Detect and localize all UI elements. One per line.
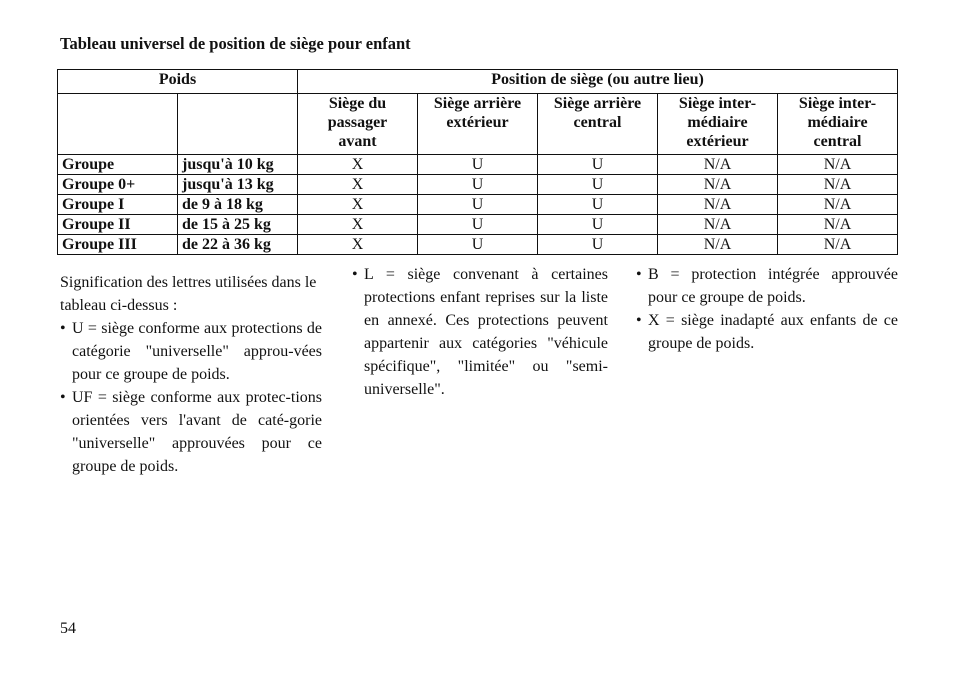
header-line: Siège arrière — [553, 95, 642, 112]
header-seat-col-3 — [538, 94, 658, 155]
value-cell: U — [538, 195, 658, 215]
bullet-text: UF = siège conforme aux protec-tions orientées vers l'avant de caté-gorie "universelle" approuvées pour ce groupe de poids. — [72, 389, 322, 475]
header-line: extérieur — [686, 133, 749, 150]
bullet-text: B = protection intégrée approuvée pour ce groupe de poids. — [648, 266, 898, 306]
value-cell: N/A — [658, 235, 778, 255]
table-subheader-row — [58, 94, 898, 155]
value-cell: N/A — [778, 195, 898, 215]
value-cell: U — [418, 155, 538, 175]
legend-bullet — [60, 386, 322, 478]
legend-bullet — [60, 317, 322, 386]
header-line: avant — [338, 133, 377, 150]
seat-position-table — [57, 69, 898, 255]
value-cell: U — [418, 175, 538, 195]
header-line: Siège inter- — [798, 95, 877, 112]
value-cell: U — [538, 175, 658, 195]
value-cell: N/A — [658, 195, 778, 215]
value-cell: N/A — [658, 175, 778, 195]
value-cell: X — [298, 155, 418, 175]
group-cell: Groupe — [58, 155, 178, 175]
bullet-text: L = siège convenant à certaines protections enfant reprises sur la liste en annexé. Ces protections peuvent appartenir aux catégories "véhicule spécifique", "limitée" ou "semi-universelle". — [364, 266, 608, 398]
value-cell: U — [538, 235, 658, 255]
value-cell: U — [418, 235, 538, 255]
value-cell: X — [298, 195, 418, 215]
group-cell: Groupe I — [58, 195, 178, 215]
weight-cell: jusqu'à 10 kg — [178, 155, 298, 175]
header-seat-position: Position de siège (ou autre lieu) — [298, 70, 898, 94]
header-weight: Poids — [58, 70, 298, 94]
legend-bullet — [636, 309, 898, 355]
page-title: Tableau universel de position de siège pour enfant — [60, 34, 411, 53]
header-line: médiaire — [807, 114, 868, 131]
value-cell: X — [298, 215, 418, 235]
bullet-text: U = siège conforme aux protections de catégorie "universelle" approu-vées pour ce groupe de poids. — [72, 320, 322, 383]
legend-column-1 — [60, 271, 322, 478]
header-line: Siège arrière — [433, 95, 522, 112]
group-cell: Groupe III — [58, 235, 178, 255]
weight-cell: de 15 à 25 kg — [178, 215, 298, 235]
value-cell: N/A — [658, 215, 778, 235]
bullet-marker: • — [352, 266, 358, 283]
header-line: passager — [327, 114, 388, 131]
table-row — [58, 175, 898, 195]
value-cell: N/A — [778, 175, 898, 195]
table-row — [58, 195, 898, 215]
value-cell: N/A — [778, 235, 898, 255]
bullet-text: X = siège inadapté aux enfants de ce groupe de poids. — [648, 312, 898, 352]
header-line: médiaire — [687, 114, 748, 131]
header-line: central — [813, 133, 862, 150]
value-cell: U — [418, 215, 538, 235]
table-row — [58, 235, 898, 255]
value-cell: N/A — [658, 155, 778, 175]
table-row — [58, 215, 898, 235]
header-line: central — [573, 114, 622, 131]
value-cell: N/A — [778, 155, 898, 175]
value-cell: U — [538, 215, 658, 235]
header-seat-col-2 — [418, 94, 538, 155]
value-cell: U — [418, 195, 538, 215]
table-row — [58, 155, 898, 175]
value-cell: U — [538, 155, 658, 175]
value-cell: X — [298, 175, 418, 195]
value-cell: N/A — [778, 215, 898, 235]
header-line: Siège du — [328, 95, 387, 112]
header-line: extérieur — [446, 114, 509, 131]
weight-cell: de 22 à 36 kg — [178, 235, 298, 255]
bullet-marker: • — [60, 389, 66, 406]
header-empty-1 — [58, 94, 178, 155]
group-cell: Groupe 0+ — [58, 175, 178, 195]
legend-intro: Signification des lettres utilisées dans le tableau ci-dessus : — [60, 274, 317, 314]
header-seat-col-1 — [298, 94, 418, 155]
header-seat-col-5 — [778, 94, 898, 155]
bullet-marker: • — [60, 320, 66, 337]
page-number: 54 — [60, 620, 76, 637]
legend-column-2 — [352, 266, 608, 401]
value-cell: X — [298, 235, 418, 255]
group-cell: Groupe II — [58, 215, 178, 235]
header-line: Siège inter- — [678, 95, 757, 112]
weight-cell: jusqu'à 13 kg — [178, 175, 298, 195]
header-empty-2 — [178, 94, 298, 155]
weight-cell: de 9 à 18 kg — [178, 195, 298, 215]
legend-bullet — [352, 263, 608, 401]
bullet-marker: • — [636, 266, 642, 283]
table-header-row — [58, 70, 898, 94]
legend-bullet — [636, 263, 898, 309]
bullet-marker: • — [636, 312, 642, 329]
legend-column-3 — [636, 266, 898, 355]
header-seat-col-4 — [658, 94, 778, 155]
